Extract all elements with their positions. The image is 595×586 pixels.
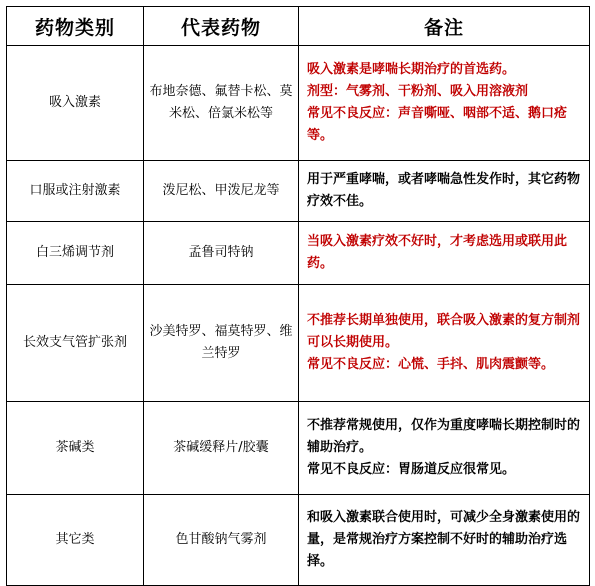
drugs-cell <box>144 46 299 161</box>
note-line: 不推荐常规使用，仅作为重度哮喘长期控制时的辅助治疗。 <box>307 418 581 455</box>
note-line: 常见不良反应：心慌、手抖、肌肉震颤等。 <box>307 357 555 372</box>
category-cell <box>7 222 144 285</box>
notes-cell <box>299 495 590 586</box>
note-line: 常见不良反应：胃肠道反应很常见。 <box>307 462 516 477</box>
note-line: 吸入激素是哮喘长期治疗的首选药。 <box>307 62 516 77</box>
notes-cell <box>299 285 590 402</box>
category-cell <box>7 402 144 495</box>
category-text: 白三烯调节剂 <box>35 245 114 260</box>
table-row <box>7 161 590 222</box>
category-cell <box>7 46 144 161</box>
category-text: 长效支气管扩张剂 <box>22 335 127 350</box>
category-text: 茶碱类 <box>55 440 95 455</box>
drugs-cell <box>144 285 299 402</box>
note-line: 剂型：气雾剂、干粉剂、吸入用溶液剂 <box>307 84 529 99</box>
table-row <box>7 495 590 586</box>
drugs-text: 孟鲁司特钠 <box>188 245 254 260</box>
note-line: 当吸入激素疗效不好时，才考虑选用或联用此药。 <box>307 234 568 271</box>
category-cell <box>7 161 144 222</box>
table-row <box>7 402 590 495</box>
header-row <box>7 7 590 46</box>
header-drugs: 代表药物 <box>144 7 299 46</box>
notes-cell <box>299 402 590 495</box>
category-cell <box>7 285 144 402</box>
notes-cell <box>299 222 590 285</box>
table-row <box>7 46 590 161</box>
drugs-text: 泼尼松、甲泼尼龙等 <box>162 183 280 198</box>
drugs-cell <box>144 222 299 285</box>
notes-cell <box>299 161 590 222</box>
drugs-text: 色甘酸钠气雾剂 <box>175 532 267 547</box>
drugs-text: 布地奈德、氟替卡松、莫米松、倍氯米松等 <box>149 84 293 121</box>
table-row <box>7 222 590 285</box>
table-row <box>7 285 590 402</box>
drugs-cell <box>144 161 299 222</box>
category-text: 口服或注射激素 <box>29 183 121 198</box>
header-notes: 备注 <box>299 7 590 46</box>
drugs-cell <box>144 402 299 495</box>
note-line: 常见不良反应：声音嘶哑、咽部不适、鹅口疮等。 <box>307 106 568 143</box>
header-category: 药物类别 <box>7 7 144 46</box>
drugs-text: 茶碱缓释片/胶囊 <box>173 440 269 455</box>
note-line: 不推荐长期单独使用，联合吸入激素的复方制剂可以长期使用。 <box>307 313 581 350</box>
drugs-cell <box>144 495 299 586</box>
drugs-text: 沙美特罗、福莫特罗、维兰特罗 <box>149 324 293 361</box>
category-text: 其它类 <box>55 532 95 547</box>
notes-cell <box>299 46 590 161</box>
category-text: 吸入激素 <box>48 95 101 110</box>
note-line: 用于严重哮喘，或者哮喘急性发作时，其它药物疗效不佳。 <box>307 172 581 209</box>
drug-table <box>6 6 590 586</box>
note-line: 和吸入激素联合使用时，可减少全身激素使用的量，是常规治疗方案控制不好时的辅助治疗选择。 <box>307 510 581 569</box>
category-cell <box>7 495 144 586</box>
